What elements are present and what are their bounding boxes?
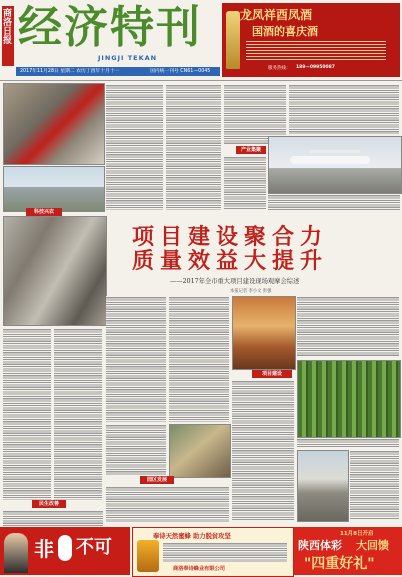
airplane-shape [290, 156, 370, 164]
airplane-wing [310, 150, 360, 153]
top-ad-subtitle: 国酒的喜庆酒 [252, 25, 318, 38]
ad-right-date: 11月8日开启 [340, 531, 374, 537]
section-pinyin: JINGJI TEKAN [98, 54, 158, 62]
article-column-1 [106, 84, 163, 210]
ad-slogan-a: 非 [34, 537, 54, 561]
ad-right-title-c: "四重好礼" [304, 556, 375, 572]
article-column-15 [350, 450, 399, 520]
photo-street [297, 450, 349, 522]
article-column-9 [3, 510, 103, 526]
headline-byline: 本报记者 李小文 彭强 [230, 289, 272, 294]
photo-robot-workshop [3, 83, 105, 165]
article-column-3 [224, 84, 286, 144]
ad-mid-copy [163, 542, 287, 562]
top-ad-phone: 189—09950087 [296, 65, 335, 70]
article-column-17 [106, 486, 229, 522]
section-label-4: 园区发展 [140, 476, 174, 484]
section-label-1: 科技兴农 [26, 208, 62, 216]
article-column-8 [54, 328, 102, 500]
photo-seedlings [297, 360, 401, 438]
article-column-11 [169, 296, 229, 422]
ad-slogan-b: 不可 [76, 537, 112, 558]
top-ad-bottle [226, 11, 240, 69]
photo-dinner-hall [232, 296, 296, 370]
ad-mid-sub: 商洛奉诗蜂业有限公司 [173, 566, 225, 572]
photo-airplane [268, 136, 402, 194]
ad-person [4, 533, 28, 573]
article-column-7 [3, 328, 51, 500]
top-ad-title: 龙凤祥酉凤酒 [240, 8, 313, 22]
article-column-10 [106, 296, 166, 422]
top-ad-phone-label: 服务热线： [268, 66, 291, 71]
top-ad-copy [246, 39, 386, 61]
article-column-5 [224, 156, 266, 210]
date-line: 2017年11月28日 星期二 农历丁酉年十月十一 [20, 69, 120, 74]
article-column-4 [289, 84, 399, 134]
article-column-13 [232, 380, 294, 520]
bottom-ad-middle[interactable] [132, 527, 294, 577]
headline-line-2: 质量效益大提升 [132, 249, 329, 274]
ad-right-title-a: 陕西体彩 [298, 539, 342, 552]
section-label-2: 产业集聚 [236, 146, 266, 154]
headline-line-1: 项目建设聚合力 [132, 225, 329, 250]
masthead-divider [0, 80, 402, 81]
top-ad[interactable] [222, 3, 400, 77]
ad-mid-title: 奉诗天然蜜蜂 助力脱贫攻坚 [153, 533, 231, 540]
section-label-5: 民生改善 [32, 500, 66, 508]
paper-name-text: 商洛日报 [1, 8, 11, 44]
article-column-2 [166, 84, 221, 210]
headline-subhead: ——2017年全市重大项目建设现场观摩会综述 [170, 278, 300, 285]
edition-line: 国内统一刊号 CN61—0045 [150, 69, 211, 74]
bottom-ad-right[interactable] [294, 527, 402, 575]
photo-machines [3, 216, 107, 326]
ad-right-title-b: 大回馈 [356, 539, 389, 552]
photo-worker [169, 424, 231, 478]
ad-slogan-mark [58, 535, 72, 561]
article-column-16 [106, 424, 166, 476]
article-column-12 [297, 296, 399, 356]
photo-factory-building [3, 166, 105, 212]
ad-mid-product [137, 540, 159, 572]
article-column-14 [297, 438, 399, 448]
section-title: 经济特刊 [18, 2, 202, 53]
section-label-3: 项目建设 [252, 370, 292, 378]
article-column-6 [268, 194, 400, 210]
bottom-ad-left[interactable] [0, 527, 130, 575]
